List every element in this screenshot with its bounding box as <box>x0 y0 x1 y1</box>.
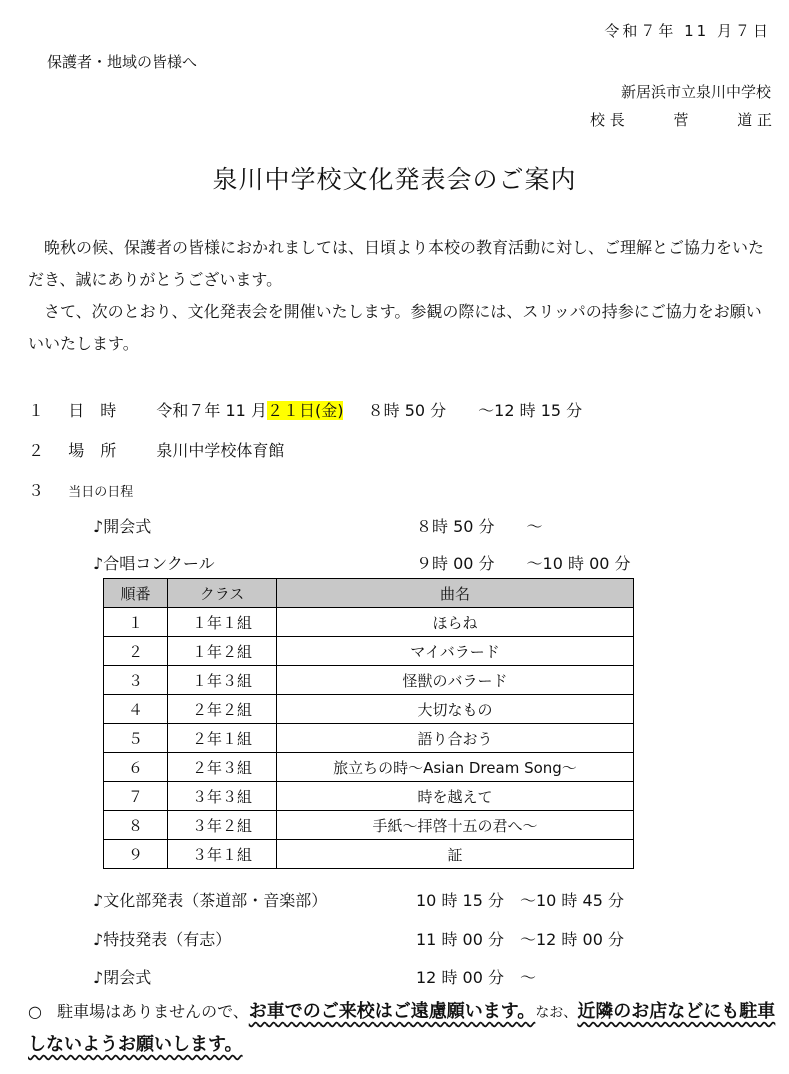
note-bullet: ○ <box>28 1002 42 1021</box>
cell-class: ２年３組 <box>168 753 277 782</box>
item-schedule <box>28 478 133 501</box>
document-date: 令和７年 11 月７日 <box>604 22 771 40</box>
table-row <box>104 724 634 753</box>
table-row <box>104 637 634 666</box>
table-row <box>104 666 634 695</box>
schedule-closing: ♪閉会式 <box>93 968 152 987</box>
note-text-2: なお、 <box>535 1005 578 1021</box>
cell-song: 証 <box>277 840 634 869</box>
cell-class: １年１組 <box>168 608 277 637</box>
schedule-club-performance: ♪文化部発表（茶道部・音楽部） <box>93 891 328 910</box>
sender-title: 校 長 <box>590 111 625 129</box>
cell-class: １年２組 <box>168 637 277 666</box>
cell-class: ３年３組 <box>168 782 277 811</box>
cell-song: 大切なもの <box>277 695 634 724</box>
cell-song: 時を越えて <box>277 782 634 811</box>
greeting-body <box>28 232 772 360</box>
cell-order: ６ <box>104 753 168 782</box>
cell-song: ほらね <box>277 608 634 637</box>
cell-class: ２年２組 <box>168 695 277 724</box>
table-row <box>104 608 634 637</box>
schedule-opening: ♪開会式 <box>93 517 152 536</box>
item-place-label: 場 所 <box>68 441 117 460</box>
item-date-time: ８時 50 分 ～12 時 15 分 <box>367 401 583 420</box>
cell-order: ２ <box>104 637 168 666</box>
cell-song: マイバラード <box>277 637 634 666</box>
table-row <box>104 811 634 840</box>
cell-order: ８ <box>104 811 168 840</box>
item-place <box>28 438 284 461</box>
cell-order: ４ <box>104 695 168 724</box>
item-schedule-label: 当日の日程 <box>68 485 134 500</box>
note-text-1: 駐車場はありませんので、 <box>57 1002 249 1021</box>
cell-song: 語り合おう <box>277 724 634 753</box>
schedule-closing-time: 12 時 00 分 ～ <box>416 968 536 987</box>
note-emphasis-2: 近隣のお店などにも駐車しないようお願いします。 <box>28 1001 776 1055</box>
cell-song: 手紙～拝啓十五の君へ～ <box>277 811 634 840</box>
recipient: 保護者・地域の皆様へ <box>47 53 198 71</box>
table-row <box>104 753 634 782</box>
item-date-number: １ <box>28 401 45 420</box>
item-date-label: 日 時 <box>68 401 117 420</box>
table-header-row <box>104 579 634 608</box>
schedule-talent-show-time: 11 時 00 分 ～12 時 00 分 <box>416 930 624 949</box>
sender-given-name: 道 正 <box>737 111 772 129</box>
cell-order: ７ <box>104 782 168 811</box>
header-song: 曲名 <box>277 579 634 608</box>
cell-order: ９ <box>104 840 168 869</box>
document-title: 泉川中学校文化発表会のご案内 <box>212 165 577 194</box>
table-row <box>104 782 634 811</box>
header-order: 順番 <box>104 579 168 608</box>
schedule-talent-show: ♪特技発表（有志） <box>93 930 232 949</box>
cell-class: ２年１組 <box>168 724 277 753</box>
announcement-paragraph: さて、次のとおり、文化発表会を開催いたします。参観の際には、スリッパの持参にご協力をお願いいいたします。 <box>28 302 762 353</box>
item-place-number: ２ <box>28 441 45 460</box>
parking-note <box>28 996 778 1061</box>
cell-order: ５ <box>104 724 168 753</box>
sender-surname: 菅 <box>673 111 689 129</box>
table-row <box>104 695 634 724</box>
header-class: クラス <box>168 579 277 608</box>
cell-song: 旅立ちの時～Asian Dream Song～ <box>277 753 634 782</box>
sender-school: 新居浜市立泉川中学校 <box>620 83 771 101</box>
schedule-opening-time: ８時 50 分 ～ <box>416 517 543 536</box>
cell-order: ３ <box>104 666 168 695</box>
item-date-value: 令和７年 11 月 <box>156 401 267 420</box>
schedule-chorus-time: ９時 00 分 ～10 時 00 分 <box>416 554 631 573</box>
cell-song: 怪獣のバラード <box>277 666 634 695</box>
item-place-value: 泉川中学校体育館 <box>156 441 285 460</box>
table-row <box>104 840 634 869</box>
item-schedule-number: ３ <box>28 481 45 500</box>
sender-name <box>590 109 772 130</box>
cell-class: ３年２組 <box>168 811 277 840</box>
cell-order: １ <box>104 608 168 637</box>
chorus-table <box>103 578 634 869</box>
schedule-club-performance-time: 10 時 15 分 ～10 時 45 分 <box>416 891 624 910</box>
schedule-chorus: ♪合唱コンクール <box>93 554 215 573</box>
cell-class: ３年１組 <box>168 840 277 869</box>
cell-class: １年３組 <box>168 666 277 695</box>
item-date <box>28 398 582 421</box>
greeting-paragraph: 晩秋の候、保護者の皆様におかれましては、日頃より本校の教育活動に対し、ご理解とご協力をいただき、誠にありがとうございます。 <box>28 238 765 289</box>
note-emphasis-1: お車でのご来校はご遠慮願います。 <box>248 1001 536 1022</box>
item-date-highlight: ２１日(金) <box>266 401 344 420</box>
